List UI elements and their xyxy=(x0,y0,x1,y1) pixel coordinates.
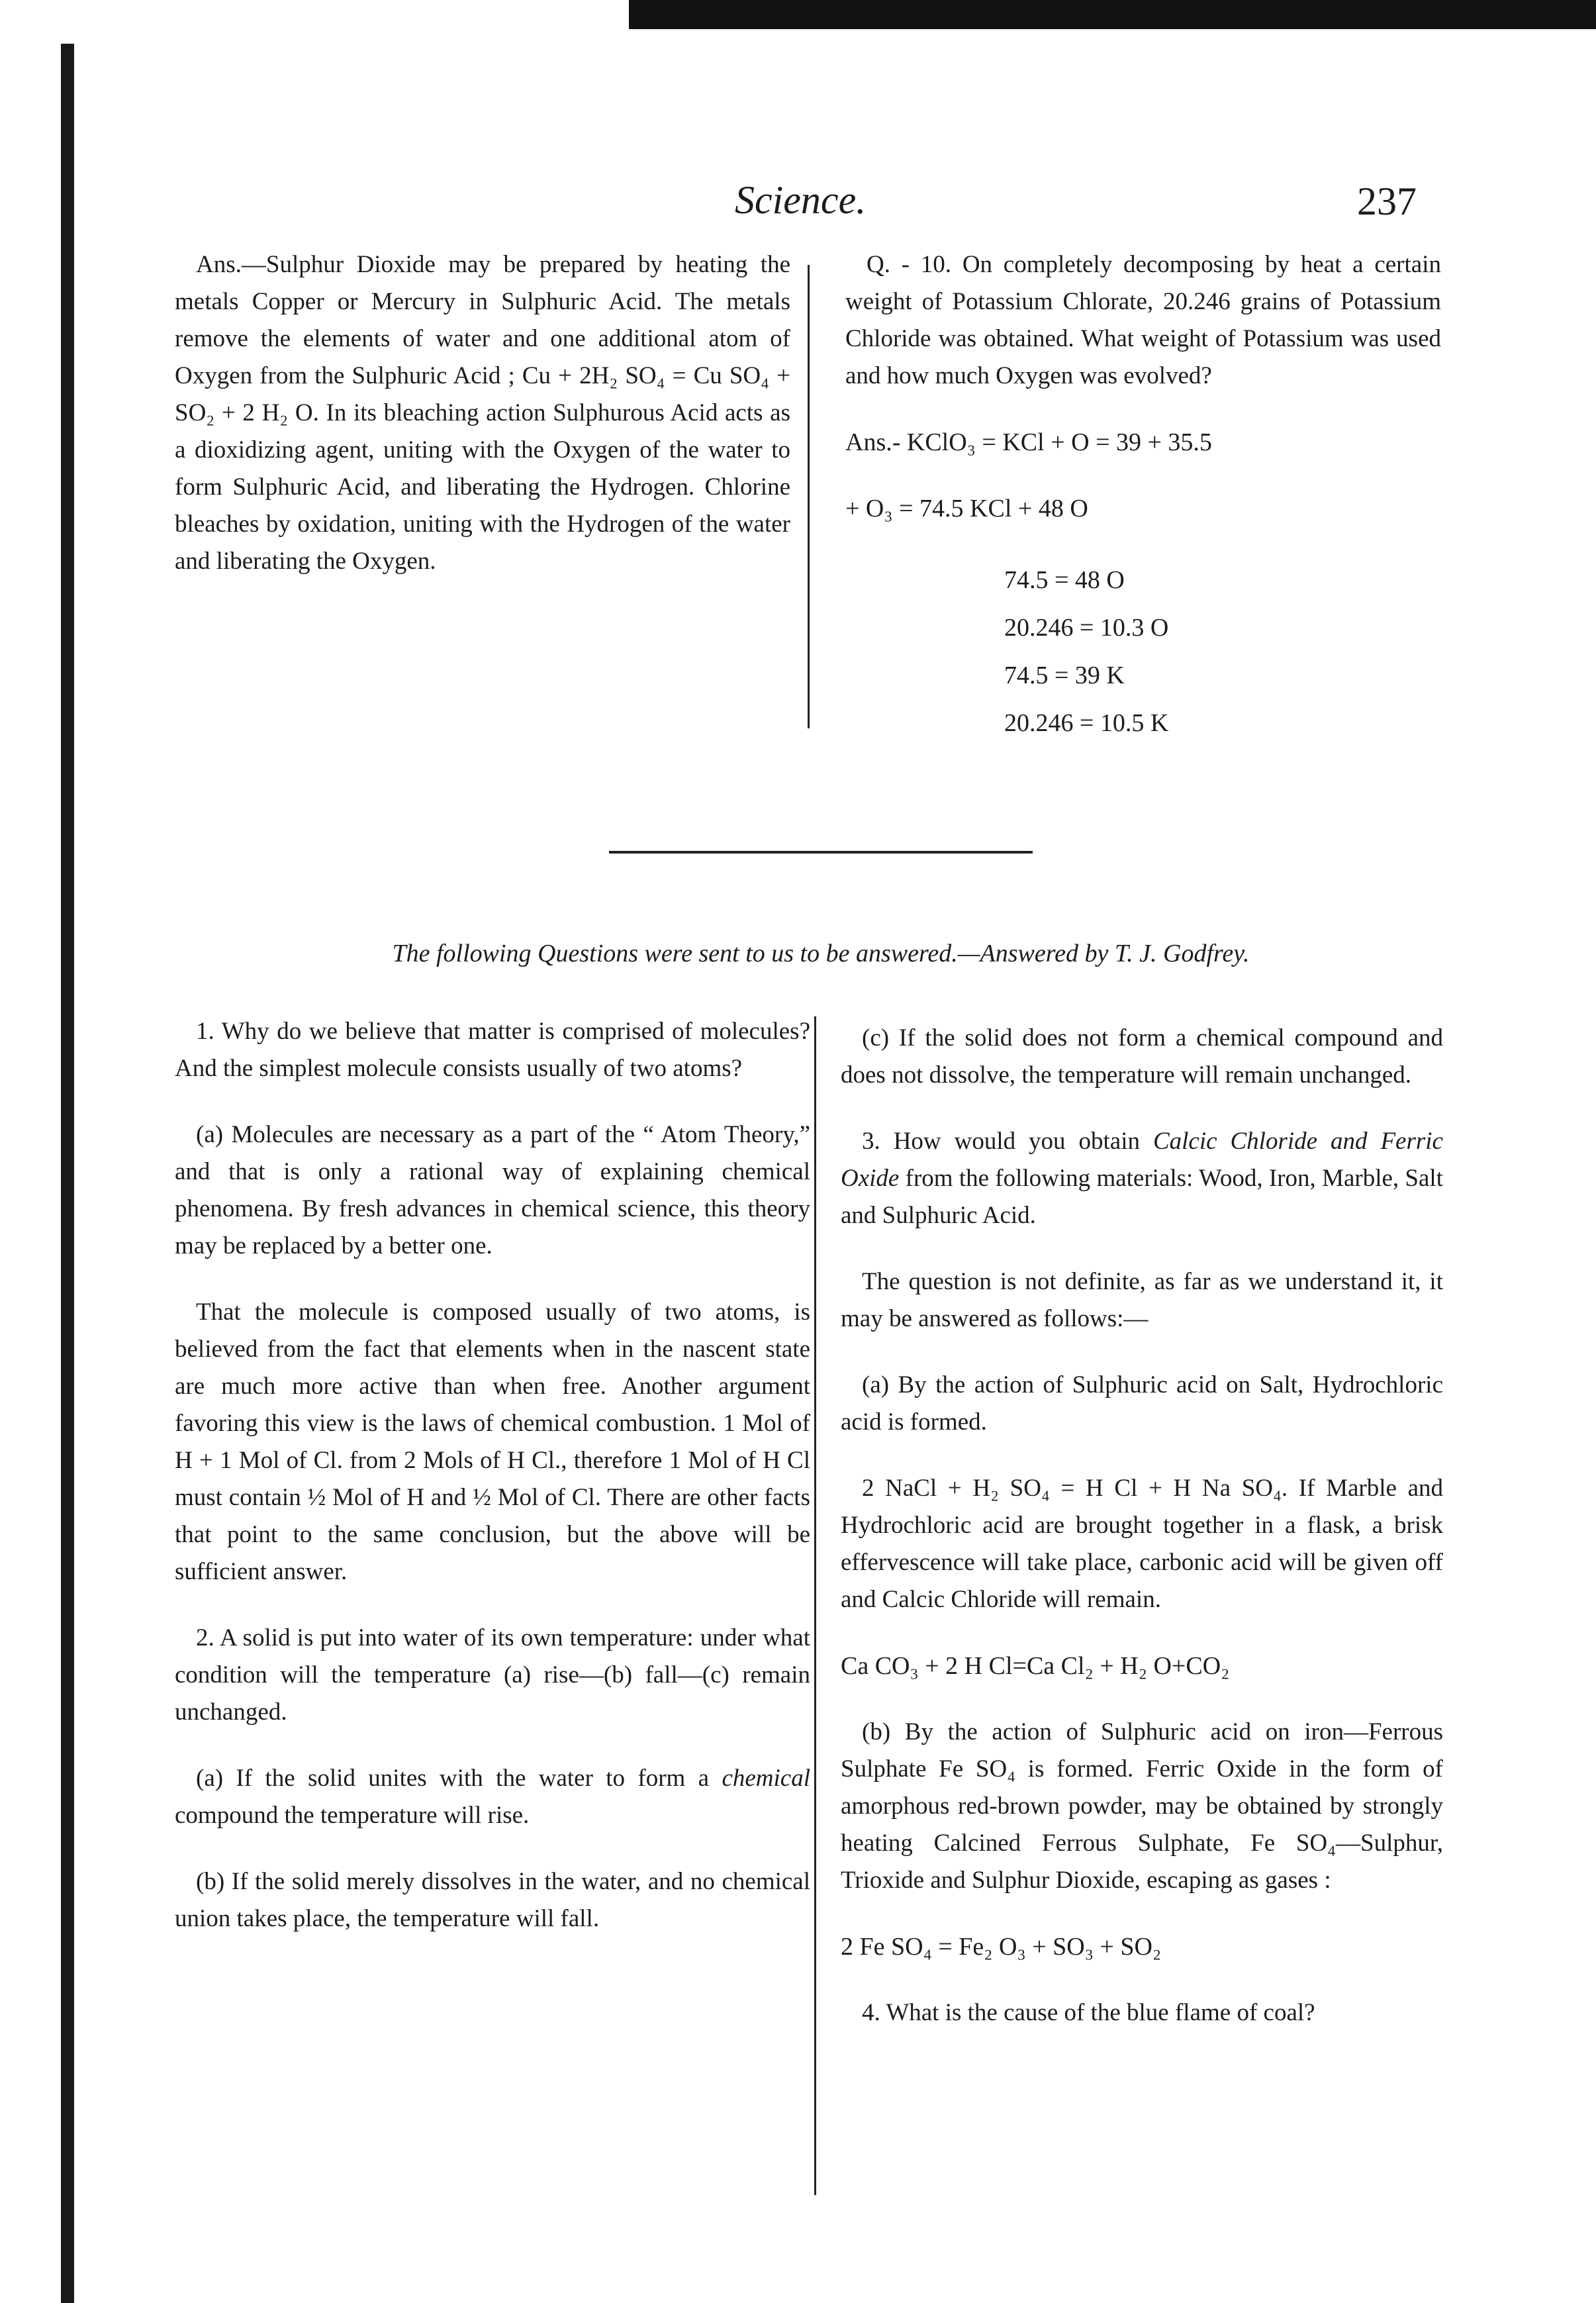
calc-line: 20.246 = 10.5 K xyxy=(1004,709,1169,737)
answer-line-1: Ans.- KClO₃ = KCl + O = 39 + 35.5 xyxy=(845,428,1212,456)
lower-left-column xyxy=(175,1013,810,1967)
sulphur-dioxide-answer: Ans.—Sulphur Dioxide may be prepared by heating the metals Copper or Mercury in Sulphuric Acid. The metals remove the elements of water and one additional atom of Oxygen from the Sulphuric Acid ; Cu + 2H₂ SO₄ = Cu SO₄ + SO₂ + 2 H₂ O. In its bleaching action Sulphurous Acid acts as a dioxidizing agent, uniting with the Oxygen of the water to form Sulphuric Acid, and liberating the Hydrogen. Chlorine bleaches by oxidation, uniting with the Hydrogen of the water and liberating the Oxygen. xyxy=(175,251,790,575)
running-header-title: Science. xyxy=(735,178,867,222)
question-3-post: from the following materials: Wood, Iron, Marble, Salt and Sulphuric Acid. xyxy=(841,1165,1443,1229)
upper-right-column xyxy=(845,246,1441,747)
question-2: 2. A solid is put into water of its own temperature: under what condition will the temperature (a) rise—(b) fall—(c) remain unchanged. xyxy=(175,1624,810,1726)
question-4: 4. What is the cause of the blue flame of coal? xyxy=(862,1999,1315,2026)
answer-3a-equation: 2 NaCl + H₂ SO₄ = H Cl + H Na SO₄. If Marble and Hydrochloric acid are brought together in a flask, a brisk effervescence will take place, carbonic acid will be given off and Calcic Chloride will remain. xyxy=(841,1475,1443,1613)
answer-1a: (a) Molecules are necessary as a part of the “ Atom Theory,” and that is only a rational way of explaining chemical phenomena. By fresh advances in chemical science, this theory may be replaced by a better one. xyxy=(175,1121,810,1259)
calc-line: 74.5 = 48 O xyxy=(1004,566,1125,594)
section-byline: The following Questions were sent to us to be answered.—Answered by T. J. Godfrey. xyxy=(392,940,1250,967)
equation-ferric-oxide: 2 Fe SO₄ = Fe₂ O₃ + SO₃ + SO₂ xyxy=(841,1933,1162,1961)
answer-2c: (c) If the solid does not form a chemical compound and does not dissolve, the temperature will remain unchanged. xyxy=(841,1024,1443,1089)
answer-1b: That the molecule is composed usually of two atoms, is believed from the fact that elements when in the nascent state are much more active than when free. Another argument favoring this view is the laws of chemical combustion. 1 Mol of H + 1 Mol of Cl. from 2 Mols of H Cl., therefore 1 Mol of H Cl must contain ½ Mol of H and ½ Mol of Cl. There are other facts that point to the same conclusion, but the above will be sufficient answer. xyxy=(175,1298,810,1585)
question-1: 1. Why do we believe that matter is comprised of molecules? And the simplest molecule consists usually of two atoms? xyxy=(175,1018,810,1082)
answer-line-2: + O₃ = 74.5 KCl + 48 O xyxy=(845,495,1088,522)
answer-3-intro: The question is not definite, as far as we understand it, it may be answered as follows:— xyxy=(841,1268,1443,1332)
left-border-rule xyxy=(61,44,74,2303)
equation-calcic-chloride: Ca CO₃ + 2 H Cl=Ca Cl₂ + H₂ O+CO₂ xyxy=(841,1652,1230,1680)
answer-3a: (a) By the action of Sulphuric acid on Salt, Hydrochloric acid is formed. xyxy=(841,1371,1443,1436)
answer-3b: (b) By the action of Sulphuric acid on iron—Ferrous Sulphate Fe SO₄ is formed. Ferric Oxide in the form of amorphous red-brown powder, may be obtained by strongly heating Calcined Ferrous Sulphate, Fe SO₄—Sulphur, Trioxide and Sulphur Dioxide, escaping as gases : xyxy=(841,1718,1443,1894)
top-border-rule xyxy=(629,0,1596,29)
section-divider xyxy=(609,851,1033,854)
calc-line: 74.5 = 39 K xyxy=(1004,662,1125,689)
page-number: 237 xyxy=(1357,179,1417,223)
answer-2a xyxy=(175,1760,810,1834)
lower-column-rule xyxy=(814,1016,816,2195)
calculation-block xyxy=(1004,556,1441,747)
question-3-emphasis: Calcic Chloride and Ferric Oxide xyxy=(841,1128,1443,1192)
question-3-pre: 3. How would you obtain xyxy=(862,1128,1153,1155)
answer-2a-emphasis: chemical xyxy=(722,1765,810,1792)
answer-2a-post: compound the temperature will rise. xyxy=(175,1802,530,1829)
answer-2b: (b) If the solid merely dissolves in the water, and no chemical union takes place, the temperature will fall. xyxy=(175,1868,810,1932)
answer-2a-pre: (a) If the solid unites with the water to form a xyxy=(196,1765,722,1792)
lower-right-column xyxy=(841,1020,1443,2061)
question-3 xyxy=(841,1123,1443,1234)
calc-line: 20.246 = 10.3 O xyxy=(1004,614,1169,642)
upper-column-rule xyxy=(808,265,810,728)
question-10: Q. - 10. On completely decomposing by heat a certain weight of Potassium Chlorate, 20.246 grains of Potassium Chloride was obtained. What weight of Potassium was used and how much Oxygen was evolved? xyxy=(845,251,1441,389)
upper-left-column xyxy=(175,246,790,609)
